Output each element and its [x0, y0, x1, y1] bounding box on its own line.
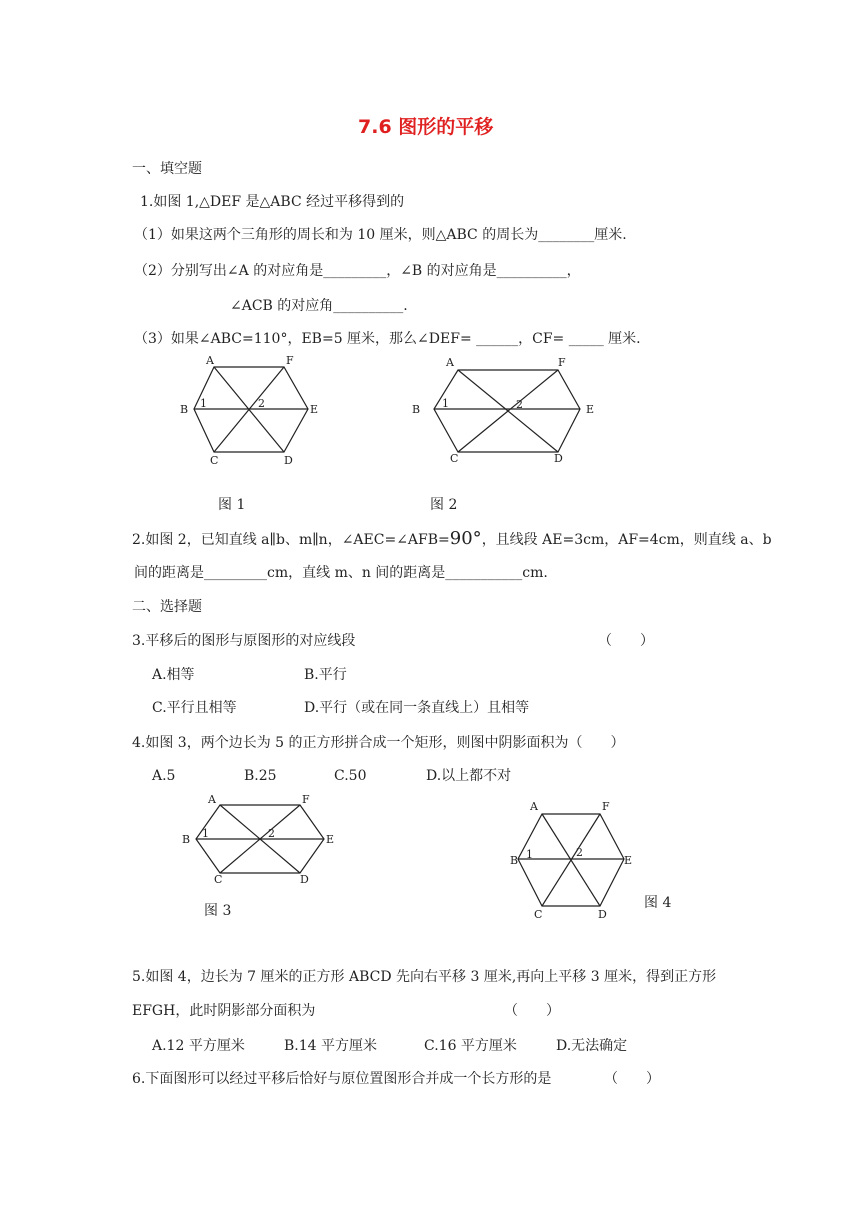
q1-part1: （1）如果这两个三角形的周长和为 10 厘米，则△ABC 的周长为________厘米. [134, 227, 627, 243]
q3-option-a: A.相等 [152, 667, 195, 683]
fig3-point-e: E [326, 833, 335, 846]
q5-option-b: B.14 平方厘米 [284, 1038, 378, 1054]
q5-bracket: （ ） [504, 1003, 560, 1019]
q4-option-c: C.50 [334, 768, 367, 784]
fig1-point-c: C [210, 454, 219, 467]
fig1-point-f: F [286, 354, 294, 367]
fig2-point-b: B [412, 403, 421, 416]
page-title: 7.6 图形的平移 [358, 116, 494, 138]
fig4-point-c: C [534, 908, 543, 921]
fig1-angle-2: 2 [258, 397, 265, 410]
fig4-point-f: F [602, 800, 610, 813]
q1-part2-continued: ∠ACB 的对应角__________. [230, 298, 408, 314]
fig4-point-e: E [624, 854, 633, 867]
fig1-angle-1: 1 [200, 397, 207, 410]
q2-text-b: ，且线段 AE=3cm，AF=4cm，则直线 a、b [481, 532, 772, 548]
figure-2 [408, 352, 608, 465]
q2-angle: 90° [449, 528, 482, 549]
q3-bracket: （ ） [598, 633, 654, 649]
fig1-point-a: A [206, 354, 214, 367]
figure-1 [180, 352, 340, 472]
fig3-angle-1: 1 [202, 827, 209, 840]
fig1-point-d: D [284, 454, 293, 467]
q5-line2: EFGH，此时阴影部分面积为 [132, 1003, 316, 1019]
figure-3-caption: 图 3 [204, 903, 232, 919]
q4-stem: 4.如图 3，两个边长为 5 的正方形拼合成一个矩形，则图中阴影面积为（ ） [132, 735, 625, 751]
q4-option-d: D.以上都不对 [426, 768, 512, 784]
fig1-point-b: B [180, 403, 189, 416]
q5-line1: 5.如图 4，边长为 7 厘米的正方形 ABCD 先向右平移 3 厘米,再向上平移 3 厘米，得到正方形 [132, 969, 717, 985]
fig2-point-e: E [586, 403, 595, 416]
fig2-point-a: A [446, 356, 454, 369]
fig2-point-f: F [558, 356, 566, 369]
q4-option-b: B.25 [244, 768, 277, 784]
figure-1-caption: 图 1 [218, 497, 246, 513]
q2-line1 [132, 530, 772, 549]
fig4-point-d: D [598, 908, 607, 921]
q1-part3: （3）如果∠ABC=110°，EB=5 厘米，那么∠DEF= ______，CF= _____ 厘米. [134, 331, 641, 347]
fig2-point-d: D [554, 452, 563, 465]
q5-option-a: A.12 平方厘米 [152, 1038, 245, 1054]
fig2-point-c: C [450, 452, 459, 465]
q4-option-a: A.5 [152, 768, 176, 784]
fig4-angle-2: 2 [576, 846, 583, 859]
fig1-point-e: E [310, 403, 319, 416]
fig4-angle-1: 1 [526, 848, 533, 861]
section-fill-in-heading: 一、填空题 [132, 161, 202, 177]
fig3-angle-2: 2 [268, 827, 275, 840]
q3-option-d: D.平行（或在同一条直线上）且相等 [304, 700, 530, 716]
q3-option-b: B.平行 [304, 667, 347, 683]
fig4-point-a: A [530, 800, 538, 813]
q2-line2: 间的距离是_________cm，直线 m、n 间的距离是___________cm. [134, 565, 548, 581]
q2-text-a: 2.如图 2，已知直线 a∥b、m∥n，∠AEC=∠AFB= [132, 532, 450, 548]
q1-stem: 1.如图 1,△DEF 是△ABC 经过平移得到的 [140, 194, 405, 210]
figure-4-caption: 图 4 [644, 895, 672, 911]
fig3-point-c: C [214, 873, 223, 886]
fig3-point-d: D [300, 873, 309, 886]
fig3-point-a: A [208, 793, 216, 806]
q1-part2: （2）分别写出∠A 的对应角是_________，∠B 的对应角是__________， [134, 263, 581, 279]
fig3-point-f: F [302, 793, 310, 806]
section-choice-heading: 二、选择题 [132, 599, 202, 615]
q6-stem: 6.下面图形可以经过平移后恰好与原位置图形合并成一个长方形的是 [132, 1071, 552, 1087]
fig2-angle-1: 1 [442, 397, 449, 410]
figure-3 [180, 795, 350, 885]
q6-bracket: （ ） [604, 1071, 660, 1087]
fig4-point-b: B [510, 854, 519, 867]
fig3-point-b: B [182, 833, 191, 846]
q5-option-c: C.16 平方厘米 [424, 1038, 517, 1054]
figure-4 [508, 798, 638, 928]
figure-2-caption: 图 2 [430, 497, 458, 513]
q5-option-d: D.无法确定 [556, 1038, 628, 1054]
fig2-angle-2: 2 [516, 398, 523, 411]
q3-stem: 3.平移后的图形与原图形的对应线段 [132, 633, 356, 649]
q3-option-c: C.平行且相等 [152, 700, 237, 716]
